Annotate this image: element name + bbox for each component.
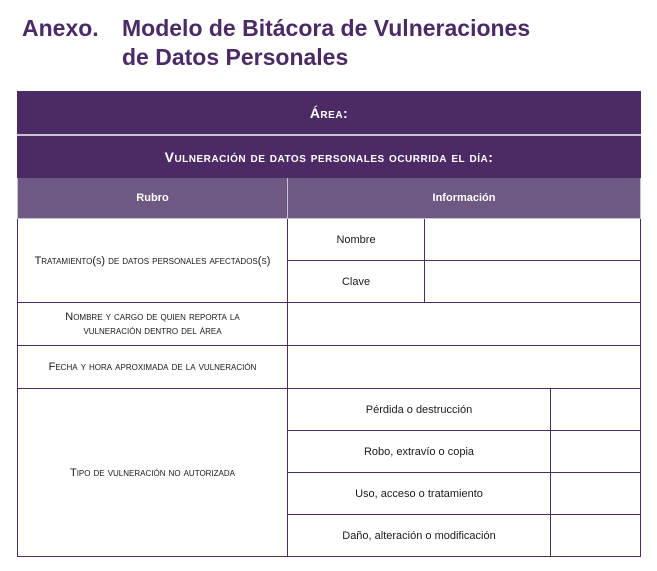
date-header: Vulneración de datos personales ocurrida el día: xyxy=(18,135,641,178)
reporta-label-line1: Nombre y cargo de quien reporta la xyxy=(65,311,240,323)
tipo-option-perdida: Pérdida o destrucción xyxy=(288,389,551,431)
reporta-label xyxy=(18,303,288,346)
tipo-label: Tipo de vulneración no autorizada xyxy=(18,389,288,557)
tipo-option-dano: Daño, alteración o modificación xyxy=(288,515,551,557)
heading-title-line2: de Datos Personales xyxy=(122,44,349,70)
reporta-value-cell[interactable] xyxy=(288,303,641,346)
clave-value-cell[interactable] xyxy=(425,261,641,303)
nombre-value-cell[interactable] xyxy=(425,219,641,261)
tipo-option-robo: Robo, extravío o copia xyxy=(288,431,551,473)
tipo-check-cell-perdida[interactable] xyxy=(551,389,641,431)
fecha-label: Fecha y hora aproximada de la vulneración xyxy=(18,346,288,389)
fecha-value-cell[interactable] xyxy=(288,346,641,389)
tipo-option-uso: Uso, acceso o tratamiento xyxy=(288,473,551,515)
tipo-check-cell-robo[interactable] xyxy=(551,431,641,473)
clave-label: Clave xyxy=(288,261,425,303)
tratamiento-label: Tratamiento(s) de datos personales afectados(s) xyxy=(18,219,288,303)
heading-title-line1: Modelo de Bitácora de Vulneraciones xyxy=(122,15,531,41)
reporta-label-line2: vulneración dentro del área xyxy=(83,325,222,337)
tipo-check-cell-uso[interactable] xyxy=(551,473,641,515)
column-header-informacion: Información xyxy=(288,178,641,219)
tipo-check-cell-dano[interactable] xyxy=(551,515,641,557)
column-header-rubro: Rubro xyxy=(18,178,288,219)
breach-log-table xyxy=(17,91,641,557)
heading-prefix: Anexo. xyxy=(22,15,99,41)
page-heading xyxy=(22,14,530,72)
area-header: Área: xyxy=(18,92,641,136)
nombre-label: Nombre xyxy=(288,219,425,261)
